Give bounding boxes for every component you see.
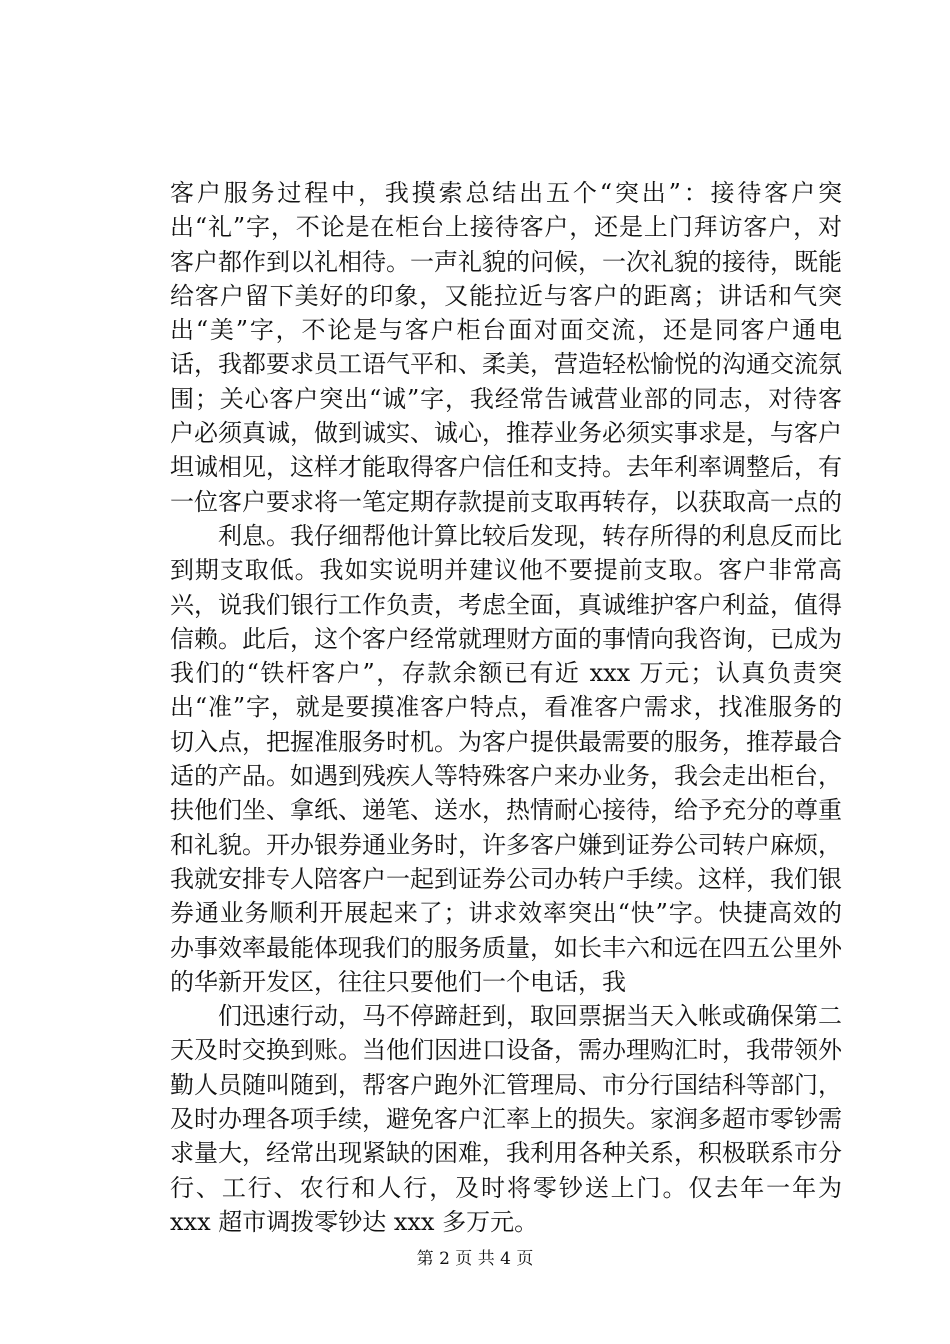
paragraph-3: 们迅速行动，马不停蹄赶到，取回票据当天入帐或确保第二天及时交换到账。当他们因进口设备，需办理购汇时，我带领外勤人员随叫随到，帮客户跑外汇管理局、市分行国结科等部门，及时办理各项手续，避免客户汇率上的损失。家润多超市零钞需求量大，经常出现紧缺的困难，我利用各种关系，积极联系市分行、工行、农行和人行，及时将零钞送上门。仅去年一年为 xxx 超市调拨零钞达 xxx 多万元。 xyxy=(170,1002,842,1236)
document-body xyxy=(170,176,842,1239)
page-number-footer: 第 2 页 共 4 页 xyxy=(416,1249,534,1269)
paragraph-1: 客户服务过程中，我摸索总结出五个“突出”：接待客户突出“礼”字，不论是在柜台上接待客户，还是上门拜访客户，对客户都作到以礼相待。一声礼貌的问候，一次礼貌的接待，既能给客户留下美好的印象，又能拉近与客户的距离；讲话和气突出“美”字，不论是与客户柜台面对面交流，还是同客户通电话，我都要求员工语气平和、柔美，营造轻松愉悦的沟通交流氛围；关心客户突出“诚”字，我经常告诫营业部的同志，对待客户必须真诚，做到诚实、诚心，推荐业务必须实事求是，与客户坦诚相见，这样才能取得客户信任和支持。去年利率调整后，有一位客户要求将一笔定期存款提前支取再转存，以获取高一点的 xyxy=(170,179,842,516)
paragraph-2: 利息。我仔细帮他计算比较后发现，转存所得的利息反而比到期支取低。我如实说明并建议他不要提前支取。客户非常高兴，说我们银行工作负责，考虑全面，真诚维护客户利益，值得信赖。此后，这个客户经常就理财方面的事情向我咨询，已成为我们的“铁杆客户”，存款余额已有近 xxx 万元；认真负责突出“准”字，就是要摸准客户特点，看准客户需求，找准服务的切入点，把握准服务时机。为客户提供最需要的服务，推荐最合适的产品。如遇到残疾人等特殊客户来办业务，我会走出柜台，扶他们坐、拿纸、递笔、送水，热情耐心接待，给予充分的尊重和礼貌。开办银券通业务时，许多客户嫌到证券公司转户麻烦，我就安排专人陪客户一起到证券公司办转户手续。这样，我们银券通业务顺利开展起来了；讲求效率突出“快”字。快捷高效的办事效率最能体现我们的服务质量，如长丰六和远在四五公里外的华新开发区，往往只要他们一个电话，我 xyxy=(170,521,842,996)
